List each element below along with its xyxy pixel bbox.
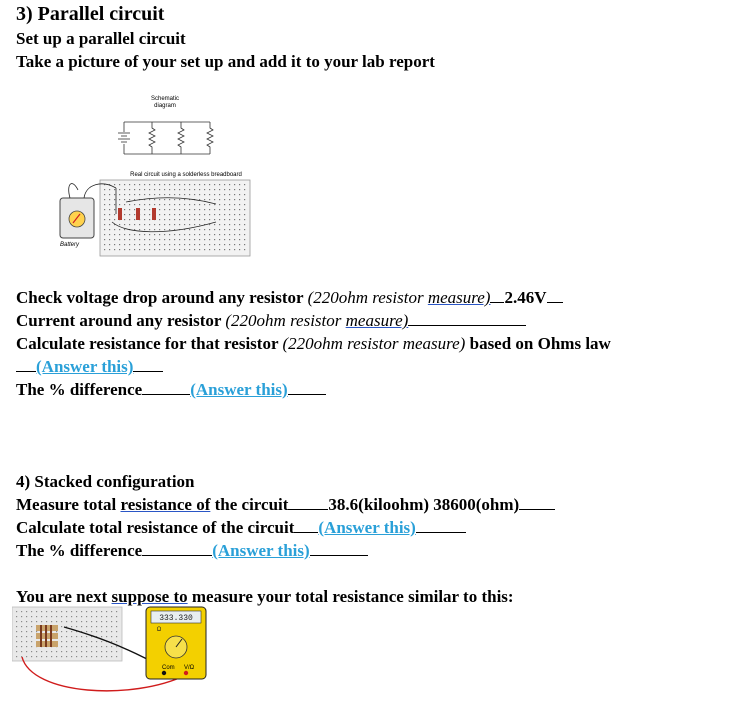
difference-answer[interactable]: (Answer this)	[190, 380, 288, 399]
breadboard-2	[12, 607, 122, 661]
voltage-measure-link: measure)	[427, 288, 491, 307]
resistance-of-link: resistance of	[120, 495, 211, 514]
vohm-port	[184, 671, 188, 675]
current-measure-link: measure)	[345, 311, 409, 330]
section3-line2: Take a picture of your set up and add it to your lab report	[16, 52, 435, 71]
voltage-value: 2.46V	[504, 288, 547, 307]
voltage-label: Check voltage drop around any resistor	[16, 288, 308, 307]
calc-total-label: Calculate total resistance of the circuit	[16, 518, 295, 537]
current-label: Current around any resistor	[16, 311, 226, 330]
total-resistance-value: 38.6(kiloohm) 38600(ohm)	[328, 495, 520, 514]
breadboard-label: Real circuit using a solderless breadboard	[130, 172, 242, 178]
com-port	[162, 671, 166, 675]
resistance-label: Calculate resistance for that resistor	[16, 334, 283, 353]
voltage-line: Check voltage drop around any resistor (220ohm resistor measure) 2.46V	[16, 288, 563, 308]
multimeter-illustration	[12, 605, 212, 699]
total-resistance-line: Measure total resistance of the circuit 38.6(kiloohm) 38600(ohm)	[16, 495, 555, 515]
section3-title: 3) Parallel circuit	[16, 3, 165, 25]
difference-label: The % difference	[16, 380, 143, 399]
next-instruction: You are next suppose to measure your total resistance similar to this:	[16, 587, 514, 606]
resistance-line: Calculate resistance for that resistor (220ohm resistor measure) based on Ohms law	[16, 334, 611, 353]
schematic-label-1: Schematic	[150, 96, 180, 102]
resistance-answer-line	[16, 357, 163, 377]
section3-line1: Set up a parallel circuit	[16, 29, 186, 48]
difference-answer-2[interactable]: (Answer this)	[212, 541, 310, 560]
calc-total-line	[16, 518, 466, 538]
difference-line-2	[16, 541, 368, 561]
parallel-circuit-figure	[56, 92, 256, 262]
difference-line	[16, 380, 326, 400]
resistance-answer[interactable]: (Answer this)	[36, 357, 134, 376]
current-line: Current around any resistor (220ohm resistor measure)	[16, 311, 526, 331]
section4-title: 4) Stacked configuration	[16, 472, 195, 491]
port-vohm-label: V/Ω	[184, 665, 195, 671]
schematic-label-2: diagram	[154, 103, 176, 109]
multimeter-reading: 333.330	[159, 614, 193, 623]
battery-label: Battery	[60, 242, 80, 248]
resistor-stack	[36, 625, 58, 647]
multimeter-figure	[12, 605, 212, 699]
port-com-label: Com	[162, 665, 175, 671]
ohm-symbol: Ω	[156, 627, 162, 633]
difference-label-2: The % difference	[16, 541, 143, 560]
schematic-diagram	[118, 122, 213, 154]
suppose-to-link: suppose to	[111, 587, 188, 606]
calc-total-answer[interactable]: (Answer this)	[318, 518, 416, 537]
parallel-circuit-illustration	[56, 92, 256, 262]
battery-meter-dial	[69, 211, 85, 227]
